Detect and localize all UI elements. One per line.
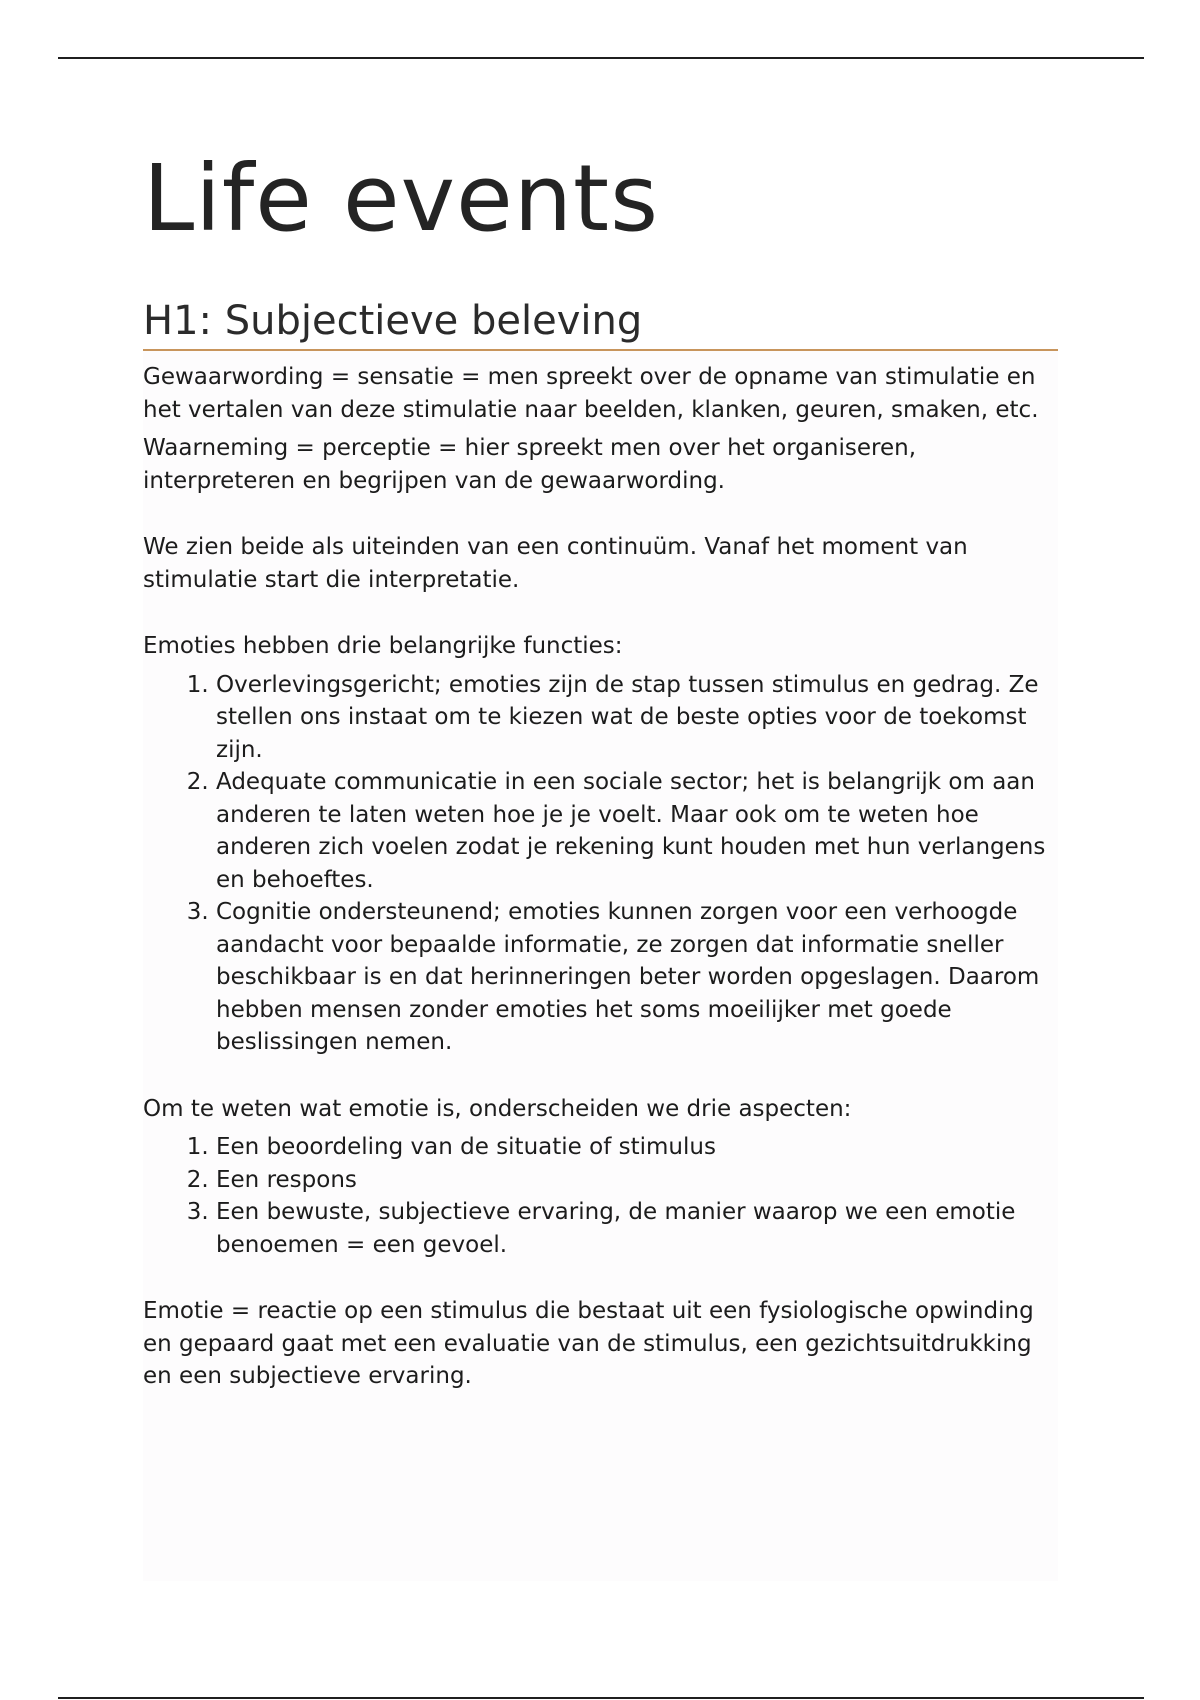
list-item: 2. Adequate communicatie in een sociale sector; het is belangrijk om aan anderen te laten weten hoe je je voelt. Maar ook om te weten hoe anderen zich voelen zodat je rekening kunt houden met hun verlangens en behoeftes. [216, 766, 1058, 896]
paragraph-waarneming: Waarneming = perceptie = hier spreekt men over het organiseren, interpreteren en begrijpen van de gewaarwording. [143, 435, 917, 494]
paragraph-functies-intro: Emoties hebben drie belangrijke functies: [143, 633, 623, 660]
section-content [143, 351, 1058, 1581]
aspecten-list [143, 1131, 1058, 1261]
paragraph-emotie-definitie: Emotie = reactie op een stimulus die bestaat uit een fysiologische opwinding en gepaard gaat met een evaluatie van de stimulus, een gezichtsuitdrukking en een subjectieve ervaring. [143, 1298, 1034, 1390]
list-item: 3. Cognitie ondersteunend; emoties kunnen zorgen voor een verhoogde aandacht voor bepaalde informatie, ze zorgen dat informatie sneller beschikbaar is en dat herinneringen beter worden opgeslagen. Daarom hebben mensen zonder emoties het soms moeilijker met goede beslissingen nemen. [216, 896, 1058, 1059]
document-title: Life events [143, 145, 660, 252]
page-bottom-rule [58, 1697, 1144, 1699]
list-item: 1. Een beoordeling van de situatie of stimulus [216, 1131, 1058, 1164]
list-item: 2. Een respons [216, 1164, 1058, 1197]
section-heading: H1: Subjectieve beleving [143, 297, 1058, 351]
paragraph-continuum: We zien beide als uiteinden van een continuüm. Vanaf het moment van stimulatie start die interpretatie. [143, 534, 968, 593]
document-body [143, 130, 1058, 1581]
list-item: 1. Overlevingsgericht; emoties zijn de stap tussen stimulus en gedrag. Ze stellen ons instaat om te kiezen wat de beste opties voor de toekomst zijn. [216, 669, 1058, 767]
list-item: 3. Een bewuste, subjectieve ervaring, de manier waarop we een emotie benoemen = een gevoel. [216, 1196, 1058, 1261]
functies-list [143, 669, 1058, 1059]
paragraph-gewaarwording: Gewaarwording = sensatie = men spreekt over de opname van stimulatie en het vertalen van deze stimulatie naar beelden, klanken, geuren, smaken, etc. [143, 364, 1039, 423]
page-top-rule [58, 57, 1144, 59]
paragraph-aspecten-intro: Om te weten wat emotie is, onderscheiden we drie aspecten: [143, 1095, 852, 1122]
